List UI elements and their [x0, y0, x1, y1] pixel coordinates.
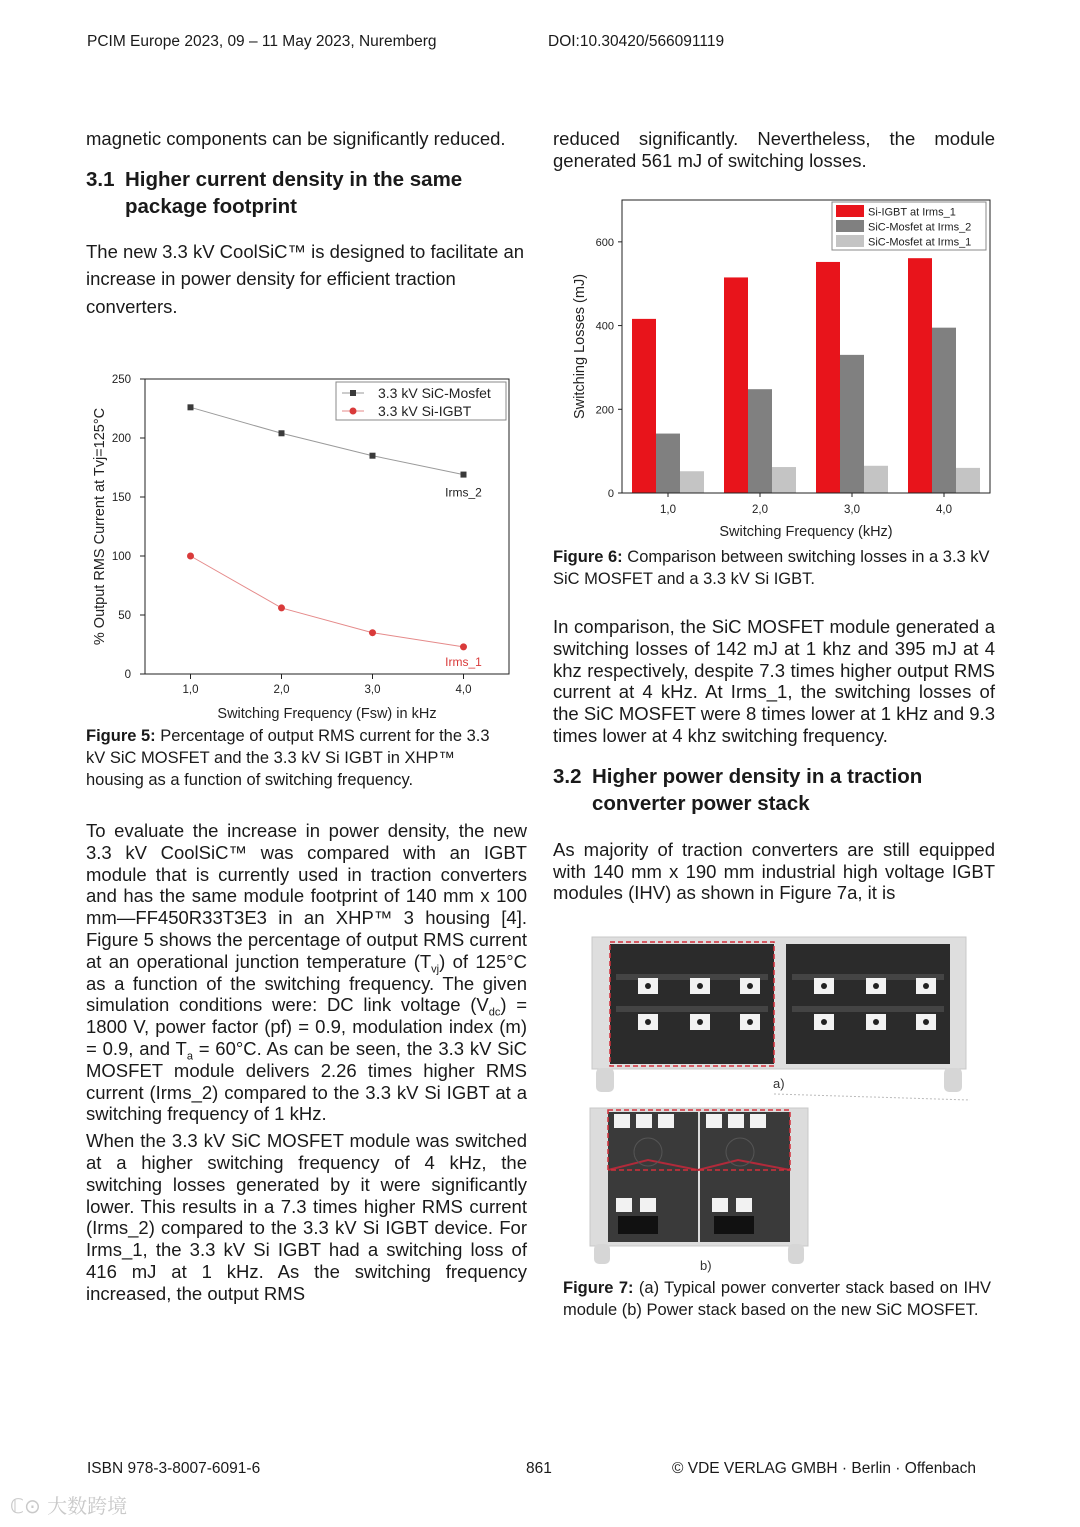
section-title-line1: Higher current density in the same: [125, 167, 463, 191]
data-point: [187, 553, 194, 560]
header-conference: PCIM Europe 2023, 09 – 11 May 2023, Nuremberg: [87, 33, 437, 50]
x-tick-label: 4,0: [455, 684, 472, 696]
left-column: [86, 128, 527, 320]
para2-part-b: ) of 125°C as a function of the switching frequency. The given simulation conditions were: DC link voltage (V: [86, 950, 527, 1016]
data-point: [279, 430, 285, 436]
left-para-1: The new 3.3 kV CoolSiC™ is designed to facilitate an increase in power density for efficient traction converters.: [86, 240, 525, 317]
legend-swatch: [836, 220, 864, 232]
figure-6-caption: [553, 546, 1015, 590]
data-point: [460, 643, 467, 650]
y-axis-label: % Output RMS Current at Tvj=125°C: [92, 407, 108, 646]
x-tick-label: 3,0: [364, 684, 381, 696]
watermark: [10, 1490, 127, 1519]
bar: [840, 355, 864, 493]
figure-5-caption-label: Figure 5:: [86, 727, 156, 745]
bar: [656, 434, 680, 493]
x-tick-label: 3,0: [844, 504, 860, 516]
legend-label: 3.3 kV SiC-Mosfet: [378, 385, 491, 401]
bar: [956, 468, 980, 493]
figure-7-image: [588, 934, 970, 1278]
x-tick-label: 2,0: [752, 504, 768, 516]
legend-marker: [350, 408, 357, 415]
legend-label: SiC-Mosfet at Irms_2: [868, 221, 972, 234]
section-number: 3.1: [86, 167, 115, 191]
bar: [908, 258, 932, 493]
bar: [632, 319, 656, 493]
section-number: 3.2: [553, 764, 582, 788]
left-para-2: [86, 820, 527, 1125]
x-tick-label: 1,0: [660, 504, 676, 516]
x-tick-label: 4,0: [936, 504, 952, 516]
para2-part-c: ) = 1800 V, power factor (pf) = 0.9, modulation index (m) = 0.9, and T: [86, 994, 527, 1059]
data-point: [461, 472, 467, 478]
y-tick-label: 200: [595, 404, 614, 417]
para2-sub-dc: dc: [488, 1007, 501, 1020]
right-intro: [553, 128, 995, 172]
figure-6-caption-text: Comparison between switching losses in a 3.3 kV SiC MOSFET and a 3.3 kV Si IGBT.: [553, 548, 990, 588]
y-tick-label: 0: [607, 488, 614, 500]
legend-label: Si-IGBT at Irms_1: [868, 206, 956, 219]
figure-7a-stack: [592, 937, 966, 1092]
x-axis-label: Switching Frequency (kHz): [719, 524, 893, 540]
figure-7b-stack: [590, 1108, 808, 1264]
y-axis-label: Switching Losses (mJ): [572, 273, 588, 420]
data-point: [278, 604, 285, 611]
figure-5-caption-text: Percentage of output RMS current for the 3.3 kV SiC MOSFET and the 3.3 kV Si IGBT in XHP™ housing as a function of switching frequency.: [86, 727, 490, 789]
para2-part-d: = 60°C. As can be seen, the 3.3 kV SiC MOSFET module delivers 2.26 times higher RMS current (Irms_2) compared to the 3.3 kV Si IGBT at a switching frequency of 1 kHz.: [86, 1037, 527, 1125]
bar: [748, 389, 772, 493]
para2-sub-vj: vj: [431, 963, 440, 976]
watermark-logo-icon: ℂ⊙: [10, 1494, 41, 1518]
footer-isbn: ISBN 978-3-8007-6091-6: [87, 1460, 261, 1477]
left-intro-text: magnetic components can be significantly reduced.: [86, 128, 506, 149]
y-tick-label: 600: [595, 236, 614, 249]
y-tick-label: 0: [124, 669, 131, 681]
bar: [864, 466, 888, 493]
bar: [772, 467, 796, 493]
figure-5-caption: [86, 725, 513, 791]
x-axis-label: Switching Frequency (Fsw) in kHz: [217, 706, 437, 722]
figure-6-caption-label: Figure 6:: [553, 548, 623, 566]
figure-5-chart: [86, 366, 526, 726]
bar: [724, 277, 748, 493]
y-tick-label: 100: [111, 551, 131, 563]
y-tick-label: 250: [111, 374, 131, 386]
x-tick-label: 2,0: [273, 684, 290, 696]
para2-part-a: To evaluate the increase in power density, the new 3.3 kV CoolSiC™ was compared with an IGBT module that is currently used in traction converters and has the same module footprint of 140 mm x 100 mm—FF450R33T3E3 in an XHP™ 3 housing [4]. Figure 5 shows the percentage of output RMS current at an operational junction temperature (T: [86, 820, 527, 972]
figure-7-caption-label: Figure 7:: [563, 1279, 634, 1297]
legend-swatch: [836, 235, 864, 247]
series-annotation: Irms_2: [445, 485, 482, 500]
legend-label: SiC-Mosfet at Irms_1: [868, 236, 972, 249]
right-body: [553, 616, 995, 904]
y-tick-label: 50: [118, 610, 131, 622]
right-intro-text: reduced significantly. Nevertheless, the module generated 561 mJ of switching losses.: [553, 128, 995, 171]
footer-page-number: 861: [526, 1460, 552, 1477]
series-annotation: Irms_1: [445, 654, 482, 669]
figure-7a-label: a): [773, 1076, 785, 1091]
section-title-line1: Higher power density in a traction: [592, 764, 923, 788]
y-tick-label: 400: [595, 320, 614, 333]
section-3-1-heading: [86, 166, 527, 220]
left-body: [86, 820, 527, 1305]
plot-frame: [145, 379, 509, 674]
header-doi: DOI:10.30420/566091119: [548, 33, 725, 50]
bar: [932, 328, 956, 493]
bar: [680, 471, 704, 493]
series-line: [191, 556, 464, 647]
data-point: [188, 404, 194, 410]
right-para-1: In comparison, the SiC MOSFET module generated a switching losses of 142 mJ at 1 khz and 395 mJ at 4 khz respectively, despite 7.3 times higher output RMS current at 4 kHz. At Irms_1, the switching losses of the SiC MOSFET were 8 times lower at 1 kHz and 9.3 times lower at 4 khz switching frequency.: [553, 616, 995, 746]
legend-label: 3.3 kV Si-IGBT: [378, 403, 472, 419]
section-title-line2: package footprint: [125, 194, 297, 218]
bar: [816, 262, 840, 493]
data-point: [370, 453, 376, 459]
data-point: [369, 629, 376, 636]
legend-marker: [350, 390, 356, 396]
watermark-text: 大数跨境: [47, 1494, 128, 1518]
legend-swatch: [836, 205, 864, 217]
figure-7-caption: [563, 1277, 991, 1321]
footer-publisher: © VDE VERLAG GMBH · Berlin · Offenbach: [672, 1460, 977, 1477]
y-tick-label: 150: [111, 492, 131, 504]
section-title-line2: converter power stack: [592, 791, 810, 815]
x-tick-label: 1,0: [182, 684, 199, 696]
figure-7-caption-text: (a) Typical power converter stack based on IHV module (b) Power stack based on the new SiC MOSFET.: [563, 1279, 991, 1319]
figure-7b-label: b): [700, 1258, 712, 1273]
right-para-2: As majority of traction converters are still equipped with 140 mm x 190 mm industrial high voltage IGBT modules (IHV) as shown in Figure 7a, it is: [553, 838, 995, 904]
para2-sub-a: a: [186, 1050, 193, 1063]
section-3-2-heading: [553, 763, 995, 817]
left-para-3: When the 3.3 kV SiC MOSFET module was switched at a higher switching frequency of 4 kHz, the switching losses generated by it were significantly lower. This results in a 7.3 times higher RMS current (Irms_2) compared to the 3.3 kV Si IGBT device. For Irms_1, the 3.3 kV Si IGBT had a switching loss of 416 mJ at 1 kHz. As the switching frequency increased, the output RMS: [86, 1130, 527, 1304]
y-tick-label: 200: [111, 433, 131, 445]
figure-6-chart: [560, 190, 1000, 542]
